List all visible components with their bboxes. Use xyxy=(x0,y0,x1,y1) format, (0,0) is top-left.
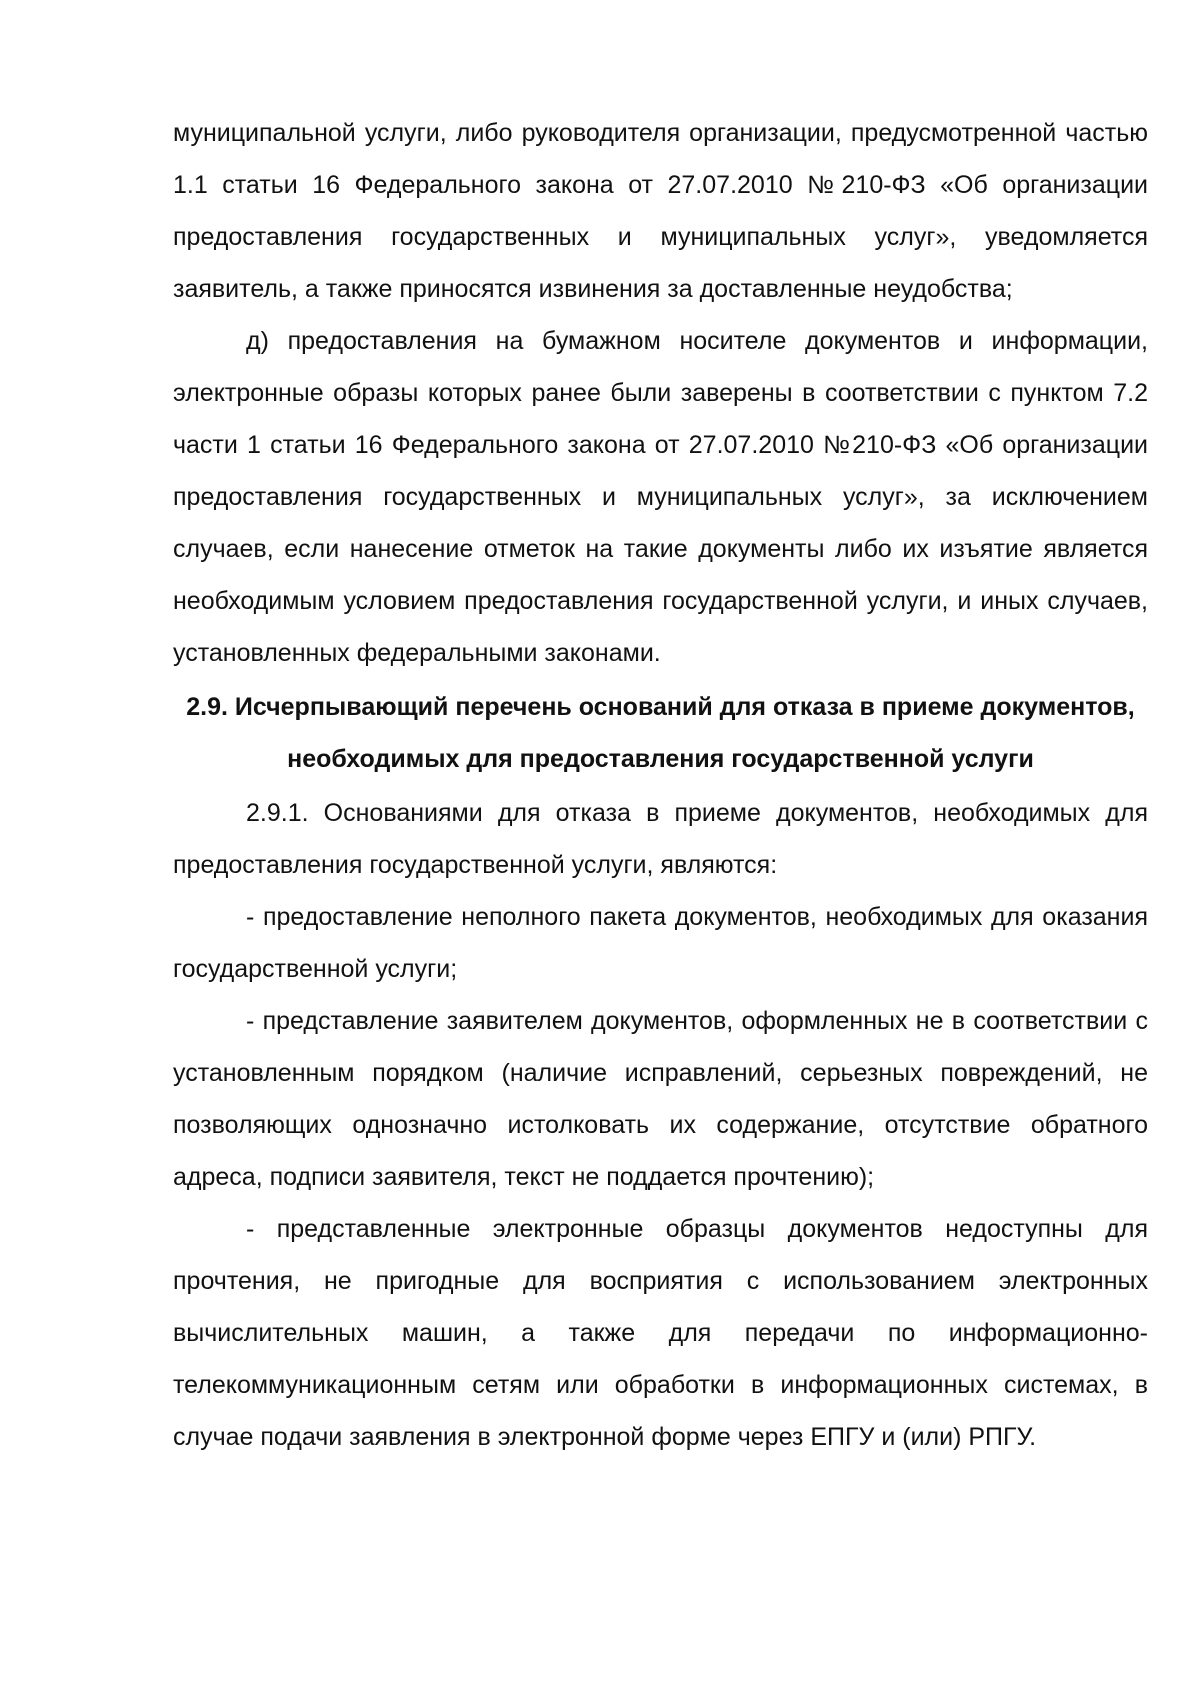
paragraph-item-d: д) предоставления на бумажном носителе документов и информации, электронные образы которых ранее были заверены в соответствии с пунктом 7.2 части 1 статьи 16 Федерального закона от 27.07.2010 №210-ФЗ «Об организации предоставления государственных и муниципальных услуг», за исключением случаев, если нанесение отметок на такие документы либо их изъятие является необходимым условием предоставления государственной услуги, и иных случаев, установленных федеральными законами. xyxy=(173,327,1148,667)
list-item-unreadable-electronic: - представленные электронные образцы документов недоступны для прочтения, не пригодные для восприятия с использованием электронных вычислительных машин, а также для передачи по информационно-телекоммуникационным сетям или обработки в информационных системах, в случае подачи заявления в электронной форме через ЕПГУ и (или) РПГУ. xyxy=(173,1215,1148,1451)
document-body xyxy=(173,107,1148,1463)
paragraph-2-9-1: 2.9.1. Основаниями для отказа в приеме документов, необходимых для предоставления государственной услуги, являются: xyxy=(173,799,1148,879)
list-item-incomplete-package: - предоставление неполного пакета документов, необходимых для оказания государственной услуги; xyxy=(173,903,1148,983)
paragraph-service-notification: муниципальной услуги, либо руководителя организации, предусмотренной частью 1.1 статьи 16 Федерального закона от 27.07.2010 №210-ФЗ «Об организации предоставления государственных и муниципальных услуг», уведомляется заявитель, а также приносятся извинения за доставленные неудобства; xyxy=(173,119,1148,303)
section-heading-2-9: 2.9. Исчерпывающий перечень оснований для отказа в приеме документов, необходимых для предоставления государственной услуги xyxy=(186,693,1135,773)
list-item-improper-documents: - представление заявителем документов, оформленных не в соответствии с установленным порядком (наличие исправлений, серьезных повреждений, не позволяющих однозначно истолковать их содержание, отсутствие обратного адреса, подписи заявителя, текст не поддается прочтению); xyxy=(173,1007,1148,1191)
